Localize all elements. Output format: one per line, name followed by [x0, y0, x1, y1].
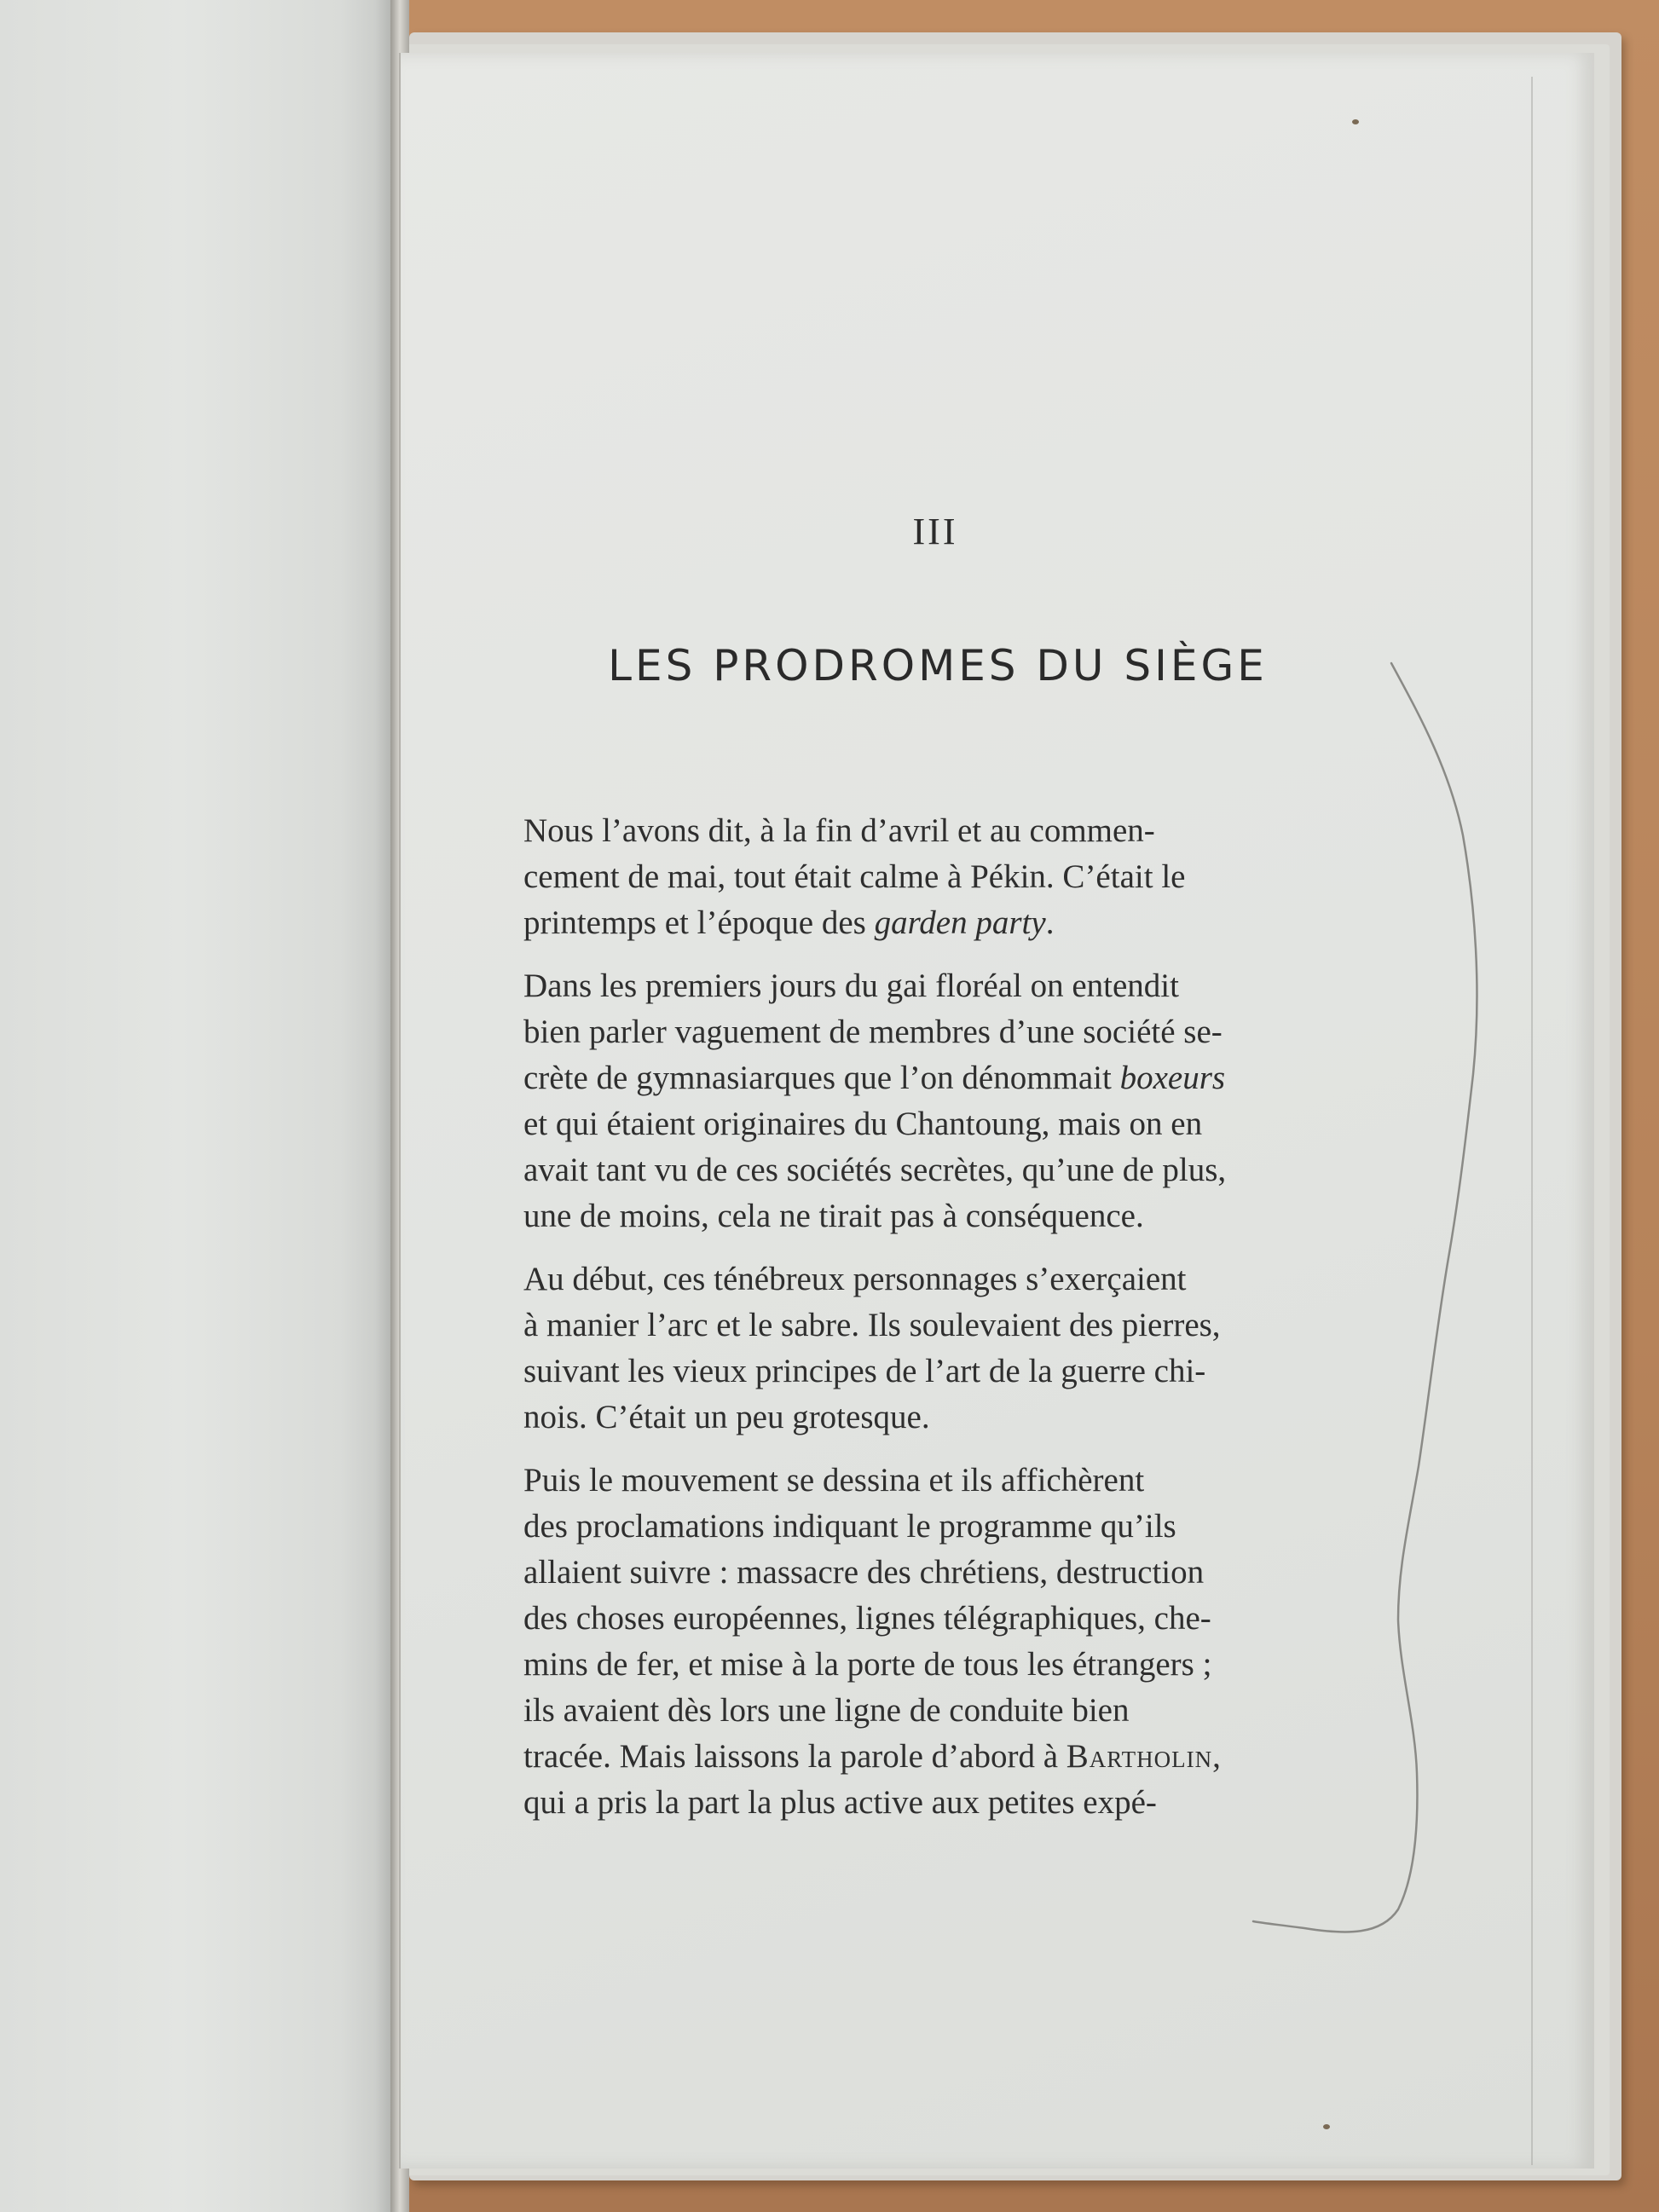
text-line: Au début, ces ténébreux personnages s’exerçaient — [523, 1261, 1187, 1297]
text-line: une de moins, cela ne tirait pas à conséquence. — [523, 1198, 1144, 1234]
author-name-smallcaps: Bartholin — [1066, 1738, 1213, 1775]
paragraph-1 — [489, 808, 1359, 946]
text-line: des proclamations indiquant le programme qu’ils — [523, 1508, 1176, 1545]
text-line: des choses européennes, lignes télégraphiques, che- — [523, 1600, 1211, 1637]
text-line — [489, 1055, 1359, 1101]
text-run: printemps et l’époque des — [523, 904, 875, 941]
text-line: qui a pris la part la plus active aux petites expé- — [523, 1784, 1157, 1821]
chapter-title: LES PRODROMES DU SIÈGE — [608, 641, 1268, 690]
paragraph-4 — [489, 1458, 1359, 1826]
text-line: à manier l’arc et le sabre. Ils soulevaient des pierres, — [523, 1307, 1221, 1343]
left-blank-page — [0, 0, 401, 2212]
text-line: bien parler vaguement de membres d’une société se- — [523, 1014, 1223, 1050]
text-line: ils avaient dès lors une ligne de conduite bien — [523, 1692, 1130, 1729]
punctuation: , — [1212, 1738, 1221, 1775]
text-line: Dans les premiers jours du gai floréal on entendit — [523, 967, 1179, 1004]
paragraph-2 — [489, 963, 1359, 1239]
text-line — [489, 1734, 1359, 1780]
text-line: cement de mai, tout était calme à Pékin. C’était le — [523, 858, 1186, 895]
text-line: avait tant vu de ces sociétés secrètes, qu’une de plus, — [523, 1152, 1227, 1188]
chapter-number: III — [912, 511, 958, 552]
italic-phrase: garden party — [874, 904, 1046, 941]
text-run: crète de gymnasiarques que l’on dénommait — [523, 1060, 1120, 1096]
text-line: et qui étaient originaires du Chantoung, mais on en — [523, 1106, 1203, 1142]
paper-speck — [1352, 119, 1359, 124]
body-text — [489, 808, 1359, 1843]
text-line: suivant les vieux principes de l’art de la guerre chi- — [523, 1353, 1206, 1389]
text-run: tracée. Mais laissons la parole d’abord à — [523, 1738, 1066, 1775]
text-line: Puis le mouvement se dessina et ils affichèrent — [523, 1462, 1145, 1499]
text-line — [489, 900, 1359, 946]
text-line: Nous l’avons dit, à la fin d’avril et au commen- — [523, 812, 1155, 849]
text-line: allaient suivre : massacre des chrétiens, destruction — [523, 1554, 1205, 1591]
text-line: nois. C’était un peu grotesque. — [523, 1399, 930, 1435]
text-line: mins de fer, et mise à la porte de tous les étrangers ; — [523, 1646, 1212, 1683]
paragraph-3 — [489, 1256, 1359, 1441]
punctuation: . — [1045, 904, 1055, 941]
italic-word: boxeurs — [1119, 1060, 1226, 1096]
page-crease — [1531, 77, 1533, 2165]
paper-speck — [1323, 2124, 1330, 2129]
